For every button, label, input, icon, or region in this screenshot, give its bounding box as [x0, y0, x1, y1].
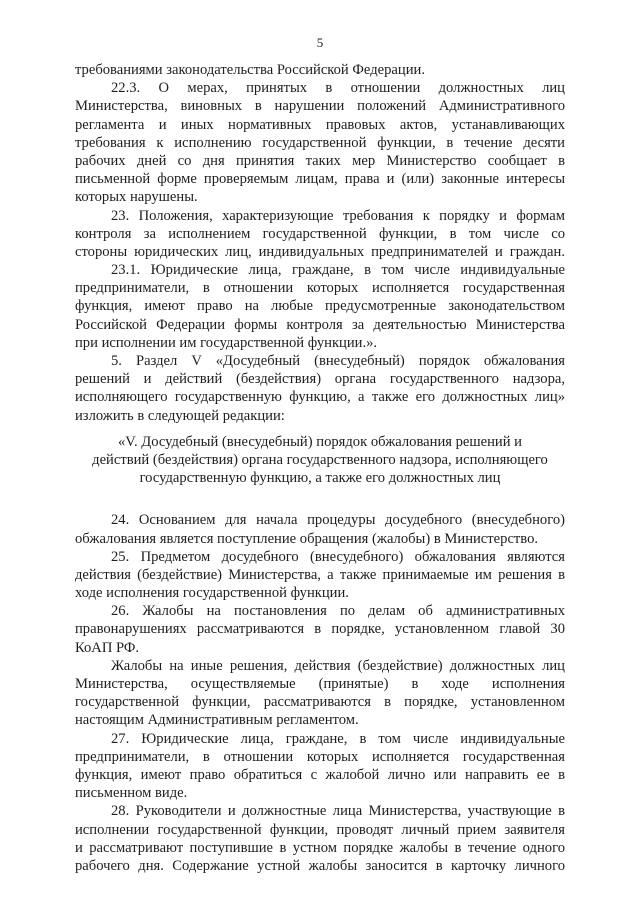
text-line: рабочего дня. Содержание устной жалобы заносится в карточку личного	[75, 857, 565, 874]
text-line: контроля за исполнением государственной функции, в том числе со	[75, 225, 565, 242]
text-line: исполняющего государственную функцию, а также его должностных лиц»	[75, 389, 565, 406]
text-line: 27. Юридические лица, граждане, в том числе индивидуальные	[111, 730, 565, 747]
paragraphs-block-1	[75, 61, 565, 425]
text-line: 23. Положения, характеризующие требования к порядку и формам	[111, 207, 565, 224]
text-line: КоАП РФ.	[75, 639, 140, 656]
text-line: функция, имеют право на любые предусмотренные законодательством	[75, 298, 565, 315]
text-line: письменной форме проверяемым лицам, права и (или) законные интересы	[75, 171, 565, 188]
text-line: 22.3. О мерах, принятых в отношении должностных лиц	[111, 80, 565, 97]
text-line: ходе исполнения государственной функции.	[75, 585, 349, 602]
text-line: предприниматели, в отношении которых исполняется государственная	[75, 280, 565, 297]
text-line: настоящим Административным регламентом.	[75, 712, 359, 729]
text-line: функция, имеют право обратиться с жалобой лично или направить ее в	[75, 766, 565, 783]
text-line: требованиями законодательства Российской Федерации.	[75, 62, 425, 78]
heading-line: «V. Досудебный (внесудебный) порядок обжалования решений и	[118, 433, 522, 450]
text-line: регламента и иных нормативных правовых актов, устанавливающих	[75, 116, 565, 133]
text-line: которых нарушены.	[75, 189, 198, 206]
text-line: предприниматели, в отношении которых исполняется государственная	[75, 748, 565, 765]
text-line: 23.1. Юридические лица, граждане, в том числе индивидуальные	[111, 262, 565, 279]
text-line: 26. Жалобы на постановления по делам об административных	[111, 603, 565, 620]
text-line: обжалования является поступление обращения (жалобы) в Министерство.	[75, 530, 539, 547]
text-line: Министерства, виновных в нарушении положений Административного	[75, 98, 565, 115]
page-number: 5	[316, 35, 324, 50]
text-line: стороны юридических лиц, индивидуальных предпринимателей и граждан.	[75, 243, 565, 260]
text-line: Жалобы на иные решения, действия (бездействие) должностных лиц	[111, 657, 565, 674]
section-heading	[75, 433, 565, 488]
heading-line: действий (бездействия) органа государственного надзора, исполняющего	[92, 451, 548, 468]
text-line: письменном виде.	[75, 785, 188, 802]
text-line: действия (бездействие) Министерства, а также принимаемые им решения в	[75, 566, 565, 583]
text-line: рабочих дней со дня принятия таких мер Министерство сообщает в	[75, 152, 565, 169]
text-line: исполнении государственной функции, проводят личный прием заявителя	[75, 821, 565, 838]
text-line: 28. Руководители и должностные лица Министерства, участвующие в	[111, 803, 565, 820]
text-line: при исполнении им государственной функции.».	[75, 334, 378, 351]
text-line: изложить в следующей редакции:	[75, 407, 285, 424]
text-line: Министерства, осуществляемые (принятые) в ходе исполнения	[75, 676, 565, 692]
heading-line: государственную функцию, а также его должностных лиц	[139, 470, 501, 487]
text-line: 5. Раздел V «Досудебный (внесудебный) порядок обжалования	[111, 353, 565, 369]
text-line: государственной функции, рассматриваются в порядке, установленном	[75, 694, 565, 711]
text-line: правонарушениях рассматриваются в порядке, установленном главой 30	[75, 621, 565, 638]
paragraphs-block-2	[75, 511, 565, 875]
text-line: решений и действий (бездействия) органа государственного надзора,	[75, 371, 565, 388]
text-line: и рассматривают поступившие в устном порядке жалобы в течение одного	[75, 839, 565, 856]
text-line: требования к исполнению государственной функции, в течение десяти	[75, 134, 565, 151]
document-body	[75, 61, 565, 875]
text-line: Российской Федерации формы контроля за деятельностью Министерства	[75, 316, 565, 333]
text-line: 25. Предметом досудебного (внесудебного) обжалования являются	[111, 548, 565, 565]
text-line: 24. Основанием для начала процедуры досудебного (внесудебного)	[111, 512, 565, 529]
